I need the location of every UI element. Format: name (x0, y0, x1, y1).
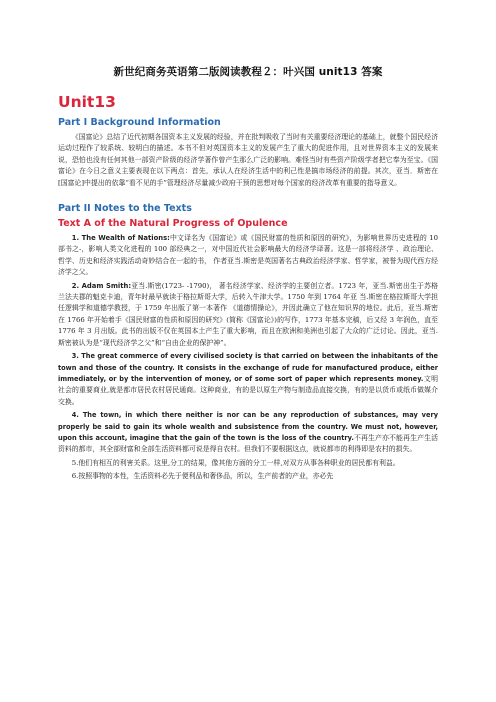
unit-title: Unit13 (58, 93, 116, 111)
section-gap (58, 191, 438, 197)
note-body: 5.他们有相互的利害关系。这里,分工的结果，像其他方面的分工一样,对双方从事各种职业的居民都有利益。 (71, 458, 400, 467)
note-2 (58, 281, 438, 349)
document-title: 新世纪商务英语第二版阅读教程２：叶兴国 unit13 答案 (113, 66, 383, 78)
note-body: 文明社会的重要商业,就是都市居民农村居民通商。这种商业，有的是以原生产物与制造品直接交换，有的是以货币或纸币做媒介交换。 (58, 374, 439, 406)
part2-heading: Part II Notes to the Texts (58, 203, 192, 215)
note-head: 2. Adam Smith: (71, 281, 132, 290)
note-5 (58, 458, 438, 469)
note-body: 中文译名为《国富论》或《国民财富的性质和原因的研究》，为影响世界历史进程的 10 部书之-，影响人类文化进程的 100 部经典之一，对中国近代社会影响最大的经济学译著。这是一部将经济学 、政治理论、哲学、历史和经济实践活动奇妙结合在一起的书， 作者亚当.斯密是英国著名古典政治经济学家、哲学家，被誉为现代西方经济学之父。 (58, 234, 439, 277)
note-head: 3. The great commerce of every civilised society is that carried on between the inhabitants of the town and those of the country. It consists in the exchange of rude for manufactured produce, either immediately, or by the intervention of money, or of some sort of paper which represents money. (58, 352, 438, 383)
note-6 (58, 471, 438, 482)
part1-heading: Part I Background Information (58, 117, 221, 128)
note-body: 不再生产亦不能再生产生活资料的都市，其全部财富和全部生活资料都可说是得自农村。但我们不要根据这点，就说都市的利得即是农村的损失。 (58, 433, 438, 454)
note-4 (58, 410, 438, 456)
note-1 (58, 233, 438, 279)
note-body: 6.按照事物的本性，生活资料必先于便利品和奢侈品，所以，生产前者的产业，亦必先 (71, 472, 334, 481)
note-head: 1. The Wealth of Nations: (71, 234, 170, 243)
note-body: 亚当.斯密(1723- -1790)， 著名经济学家、经济学的主要创立者。1723 年，亚当.斯密出生于苏格兰法夫郡的魁克卡迪，青年时最早就读于格拉斯哥大学，后转入牛津大学。1750 年到 1764 年亚 当.斯密在格拉斯哥大学担任逻辑学和道德学教授，于 1759 年出版了第一本著作 《道德情操论》，并因此确立了他在知识界的地位。此后，亚当.斯密在 1766 年开始着手《国民财富的性质和原因的研究》(简称《国富论》)的写作，1773 年基本完稿，后又经 3 年润色，直至 1776 年 3 月出版。此书的出版不仅在英国本土产生了重大影响，而且在欧洲和美洲也引起了大众的广泛讨论。因此，亚当.斯密被认为是“现代经济学之父”和“自由企业的保护神”。 (58, 281, 439, 347)
text-a-title: Text A of the Natural Progress of Opulence (58, 218, 288, 230)
note-head: 4. The town, in which there neither is nor can be any reproduction of substances, may very properly be said to gain its whole wealth and subsistence from the country. We must not, however, upon this account, imagine that the gain of the town is the loss of the country. (58, 411, 438, 442)
note-3 (58, 351, 438, 408)
background-paragraph: 《国富论》总结了近代初期各国资本主义发展的经验，并在批判吸收了当时有关重要经济理论的基础上，就整个国民经济运动过程作了较系统、较明白的描述。本书不但对英国资本主义的发展产生了重大的促进作用，且对世界资本主义的发展来说，恐怕也没有任何其他一部资产阶级的经济学著作曾产生那么广泛的影响。难怪当时有些资产阶级学者把它奉为至宝。《国富论》在今日之意义主要表现在以下两点：首先，承认人在经济生活中的利己性是搞市场经济的前提。其次，亚当．斯密在[国富论]中提出的依靠“看不见的手”管理经济尽量减少政府干预的思想对每个国家的经济改革有重要的指导意义。 (58, 133, 438, 187)
